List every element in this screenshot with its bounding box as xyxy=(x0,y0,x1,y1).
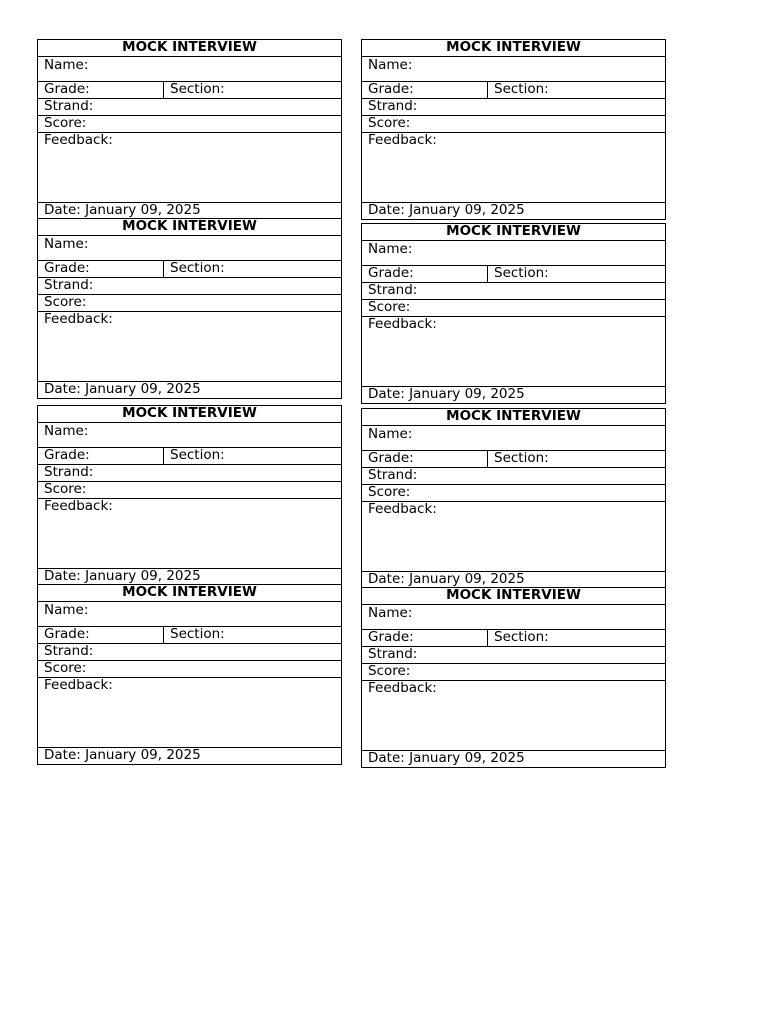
interview-card-8 xyxy=(361,587,666,768)
date-field: Date: January 09, 2025 xyxy=(362,386,665,403)
interview-card-4 xyxy=(361,223,666,404)
interview-card-5 xyxy=(37,405,342,586)
feedback-field[interactable]: Feedback: xyxy=(38,311,341,381)
section-field[interactable]: Section: xyxy=(494,450,549,466)
grade-field[interactable]: Grade: xyxy=(362,82,488,98)
date-field: Date: January 09, 2025 xyxy=(38,202,341,219)
card-title: MOCK INTERVIEW xyxy=(446,587,581,603)
feedback-field[interactable]: Feedback: xyxy=(38,498,341,568)
interview-card-2 xyxy=(361,39,666,220)
feedback-field[interactable]: Feedback: xyxy=(362,680,665,750)
feedback-field[interactable]: Feedback: xyxy=(38,677,341,747)
interview-card-3 xyxy=(37,218,342,399)
interview-card-7 xyxy=(37,584,342,765)
grade-field[interactable]: Grade: xyxy=(38,448,164,464)
score-field[interactable]: Score: xyxy=(38,294,341,311)
name-field[interactable]: Name: xyxy=(362,604,665,629)
card-title: MOCK INTERVIEW xyxy=(122,405,257,421)
section-field[interactable]: Section: xyxy=(494,265,549,281)
score-field[interactable]: Score: xyxy=(362,115,665,132)
section-field[interactable]: Section: xyxy=(170,447,225,463)
grade-section-row xyxy=(362,450,665,467)
name-field[interactable]: Name: xyxy=(362,240,665,265)
name-field[interactable]: Name: xyxy=(38,235,341,260)
strand-field[interactable]: Strand: xyxy=(362,98,665,115)
score-field[interactable]: Score: xyxy=(38,660,341,677)
section-field[interactable]: Section: xyxy=(170,81,225,97)
score-field[interactable]: Score: xyxy=(38,115,341,132)
feedback-field[interactable]: Feedback: xyxy=(362,316,665,386)
name-field[interactable]: Name: xyxy=(38,422,341,447)
date-field: Date: January 09, 2025 xyxy=(38,568,341,585)
date-field: Date: January 09, 2025 xyxy=(362,750,665,767)
grade-field[interactable]: Grade: xyxy=(38,261,164,277)
name-field[interactable]: Name: xyxy=(362,425,665,450)
grade-field[interactable]: Grade: xyxy=(38,82,164,98)
date-field: Date: January 09, 2025 xyxy=(362,571,665,588)
grade-field[interactable]: Grade: xyxy=(38,627,164,643)
date-field: Date: January 09, 2025 xyxy=(362,202,665,219)
date-field: Date: January 09, 2025 xyxy=(38,747,341,764)
card-title: MOCK INTERVIEW xyxy=(122,218,257,234)
strand-field[interactable]: Strand: xyxy=(38,464,341,481)
section-field[interactable]: Section: xyxy=(494,629,549,645)
grade-field[interactable]: Grade: xyxy=(362,266,488,282)
interview-card-6 xyxy=(361,408,666,589)
card-title: MOCK INTERVIEW xyxy=(446,223,581,239)
section-field[interactable]: Section: xyxy=(170,626,225,642)
feedback-field[interactable]: Feedback: xyxy=(362,501,665,571)
strand-field[interactable]: Strand: xyxy=(38,98,341,115)
card-title: MOCK INTERVIEW xyxy=(122,39,257,55)
score-field[interactable]: Score: xyxy=(362,299,665,316)
feedback-field[interactable]: Feedback: xyxy=(38,132,341,202)
grade-section-row xyxy=(38,447,341,464)
section-field[interactable]: Section: xyxy=(494,81,549,97)
strand-field[interactable]: Strand: xyxy=(362,467,665,484)
grade-section-row xyxy=(362,265,665,282)
card-title: MOCK INTERVIEW xyxy=(446,39,581,55)
feedback-field[interactable]: Feedback: xyxy=(362,132,665,202)
card-title: MOCK INTERVIEW xyxy=(122,584,257,600)
grade-field[interactable]: Grade: xyxy=(362,630,488,646)
name-field[interactable]: Name: xyxy=(38,601,341,626)
grade-section-row xyxy=(362,629,665,646)
strand-field[interactable]: Strand: xyxy=(38,643,341,660)
score-field[interactable]: Score: xyxy=(362,484,665,501)
name-field[interactable]: Name: xyxy=(38,56,341,81)
grade-section-row xyxy=(38,81,341,98)
score-field[interactable]: Score: xyxy=(38,481,341,498)
name-field[interactable]: Name: xyxy=(362,56,665,81)
card-title: MOCK INTERVIEW xyxy=(446,408,581,424)
grade-section-row xyxy=(38,260,341,277)
strand-field[interactable]: Strand: xyxy=(362,646,665,663)
strand-field[interactable]: Strand: xyxy=(38,277,341,294)
score-field[interactable]: Score: xyxy=(362,663,665,680)
date-field: Date: January 09, 2025 xyxy=(38,381,341,398)
grade-section-row xyxy=(362,81,665,98)
grade-section-row xyxy=(38,626,341,643)
strand-field[interactable]: Strand: xyxy=(362,282,665,299)
interview-card-1 xyxy=(37,39,342,220)
grade-field[interactable]: Grade: xyxy=(362,451,488,467)
section-field[interactable]: Section: xyxy=(170,260,225,276)
